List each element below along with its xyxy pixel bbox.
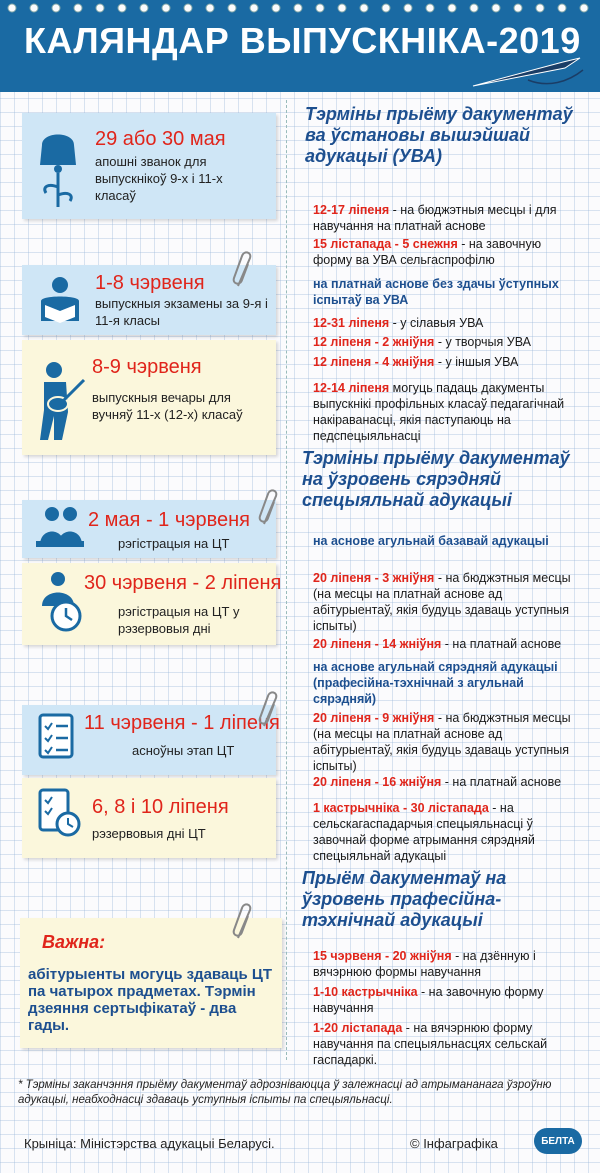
item-text: - у творчыя УВА [434, 335, 531, 349]
event-date: 2 мая - 1 чэрвеня [88, 509, 250, 531]
item-date: 15 чэрвеня - 20 жніўня [313, 949, 452, 963]
item-text: - на бюджэтныя месцы (на месцы на платнай аснове ад абітурыентаў, якія будуць здаваць уступныя іспыты) [313, 711, 571, 773]
page-title: КАЛЯНДАР ВЫПУСКНІКА-2019 [24, 20, 581, 61]
list-item [313, 1020, 583, 1068]
list-item [313, 774, 583, 790]
bell-icon [32, 125, 84, 210]
list-item [313, 984, 583, 1016]
event-description: рэгістрацыя на ЦТ у рэзервовыя дні [118, 604, 240, 636]
list-item [313, 800, 583, 864]
paperclip-icon [258, 488, 282, 528]
item-text: - на дзённую і вячэрнюю формы навучання [313, 949, 536, 979]
item-text: - на вячэрнюю форму навучання па спецыяльнасцях сельскай гаспадаркі. [313, 1021, 548, 1067]
divider [286, 100, 287, 1060]
list-item [313, 948, 583, 980]
subheading: на аснове агульнай сярэдняй адукацыі (прафесійна-тэхнічнай з агульнай сярэдняй) [313, 660, 558, 706]
event-description: выпускныя вечары для вучняў 11-х (12-х) класаў [92, 390, 243, 422]
subheading: на платнай аснове без здачы ўступных іспытаў ва УВА [313, 277, 559, 307]
item-text: - на бюджэтныя месцы і для навучання на платнай аснове [313, 203, 557, 233]
list-item [313, 236, 583, 268]
student-reading-icon [35, 275, 85, 325]
event-description: рэгістрацыя на ЦТ [118, 536, 230, 551]
item-date: 1-20 лістапада [313, 1021, 403, 1035]
item-date: 20 ліпеня - 3 жніўня [313, 571, 435, 585]
event-description: апошні званок для выпускнікоў 9-х і 11-х класаў [95, 154, 223, 203]
list-item [313, 380, 583, 444]
checklist-icon [38, 713, 74, 759]
item-date: 20 ліпеня - 14 жніўня [313, 637, 442, 651]
event-date: 6, 8 і 10 ліпеня [92, 796, 229, 818]
item-date: 20 ліпеня - 9 жніўня [313, 711, 435, 725]
item-date: 12-14 ліпеня [313, 381, 390, 395]
event-date: 8-9 чэрвеня [92, 356, 202, 378]
event-date: 29 або 30 мая [95, 128, 226, 150]
important-text: абітурыенты могуць здаваць ЦТ па чатырох прадметах. Тэрмін дзеяння сертыфікатаў - два гады. [28, 966, 273, 1034]
subheading: на аснове агульнай базавай адукацыі [313, 534, 549, 548]
credit-text: © Інфаграфіка [410, 1136, 498, 1151]
item-date: 1 кастрычніка - 30 лістапада [313, 801, 489, 815]
list-item [313, 202, 583, 234]
item-text: могуць падаць дакументы выпускнікі профільных класаў педагагічнай накіраванасці, якія паступаюць на педспецыяльнасці [313, 381, 565, 443]
item-text: - на платнай аснове [441, 637, 562, 651]
paperclip-icon [232, 250, 256, 290]
item-text: - на платнай аснове [441, 775, 562, 789]
list-item [313, 636, 583, 652]
item-date: 15 лістапада - 5 снежня [313, 237, 458, 251]
people-register-icon [34, 505, 86, 550]
item-date: 12 ліпеня - 4 жніўня [313, 355, 435, 369]
people-clock-icon [36, 570, 86, 634]
item-text: - на бюджэтныя месцы (на месцы на платнай аснове ад абітурыентаў, якія будуць здаваць уступныя іспыты) [313, 571, 571, 633]
belta-logo: БЕЛТА [534, 1128, 582, 1154]
list-item [313, 334, 583, 350]
event-date: 1-8 чэрвеня [95, 272, 205, 294]
paperclip-icon [232, 902, 256, 942]
notebook-spiral-icon [0, 0, 600, 16]
item-text: - на сельскагаспадарчыя спецыяльнасці ў завочнай форме атрымання сярэдняй спецыяльнай адукацыі [313, 801, 535, 863]
list-item [313, 570, 583, 634]
checklist-clock-icon [38, 788, 82, 838]
section-title: Прыём дакументаў на ўзровень прафесійна-тэхнічнай адукацыі [302, 868, 507, 930]
item-date: 1-10 кастрычніка [313, 985, 418, 999]
item-date: 12-31 ліпеня [313, 316, 390, 330]
item-date: 12 ліпеня - 2 жніўня [313, 335, 435, 349]
event-description: выпускныя экзамены за 9-я і 11-я класы [95, 296, 268, 328]
item-text: - у іншыя УВА [434, 355, 519, 369]
event-description: рэзервовыя дні ЦТ [92, 826, 206, 841]
section-title: Тэрміны прыёму дакументаў на ўзровень сярэдняй спецыяльнай адукацыі [302, 448, 570, 510]
important-label: Важна: [42, 932, 106, 952]
guitar-player-icon [36, 360, 86, 442]
paperclip-icon [258, 690, 282, 730]
source-text: Крыніца: Міністэрства адукацыі Беларусі. [24, 1136, 275, 1151]
footnote: * Тэрміны заканчэння прыёму дакументаў адрозніваюцца ў залежнасці ад атрымананага ўзроўню адукацыі, неабходнасці здаваць уступныя іспыты па спецыяльнасці. [18, 1079, 552, 1106]
event-date: 30 чэрвеня - 2 ліпеня [84, 572, 282, 594]
item-text: - на завочную форму ва УВА сельгаспрофілю [313, 237, 542, 267]
item-date: 20 ліпеня - 16 жніўня [313, 775, 442, 789]
list-item [313, 710, 583, 774]
item-text: - у сілавыя УВА [389, 316, 484, 330]
event-date: 11 чэрвеня - 1 ліпеня [84, 712, 280, 734]
list-item [313, 354, 583, 370]
item-text: - на завочную форму навучання [313, 985, 544, 1015]
list-item [313, 315, 583, 331]
section-title: Тэрміны прыёму дакументаў ва ўстановы вышэйшай адукацыі (УВА) [305, 104, 573, 166]
item-date: 12-17 ліпеня [313, 203, 390, 217]
pen-icon [468, 52, 588, 92]
event-description: асноўны этап ЦТ [132, 743, 235, 758]
